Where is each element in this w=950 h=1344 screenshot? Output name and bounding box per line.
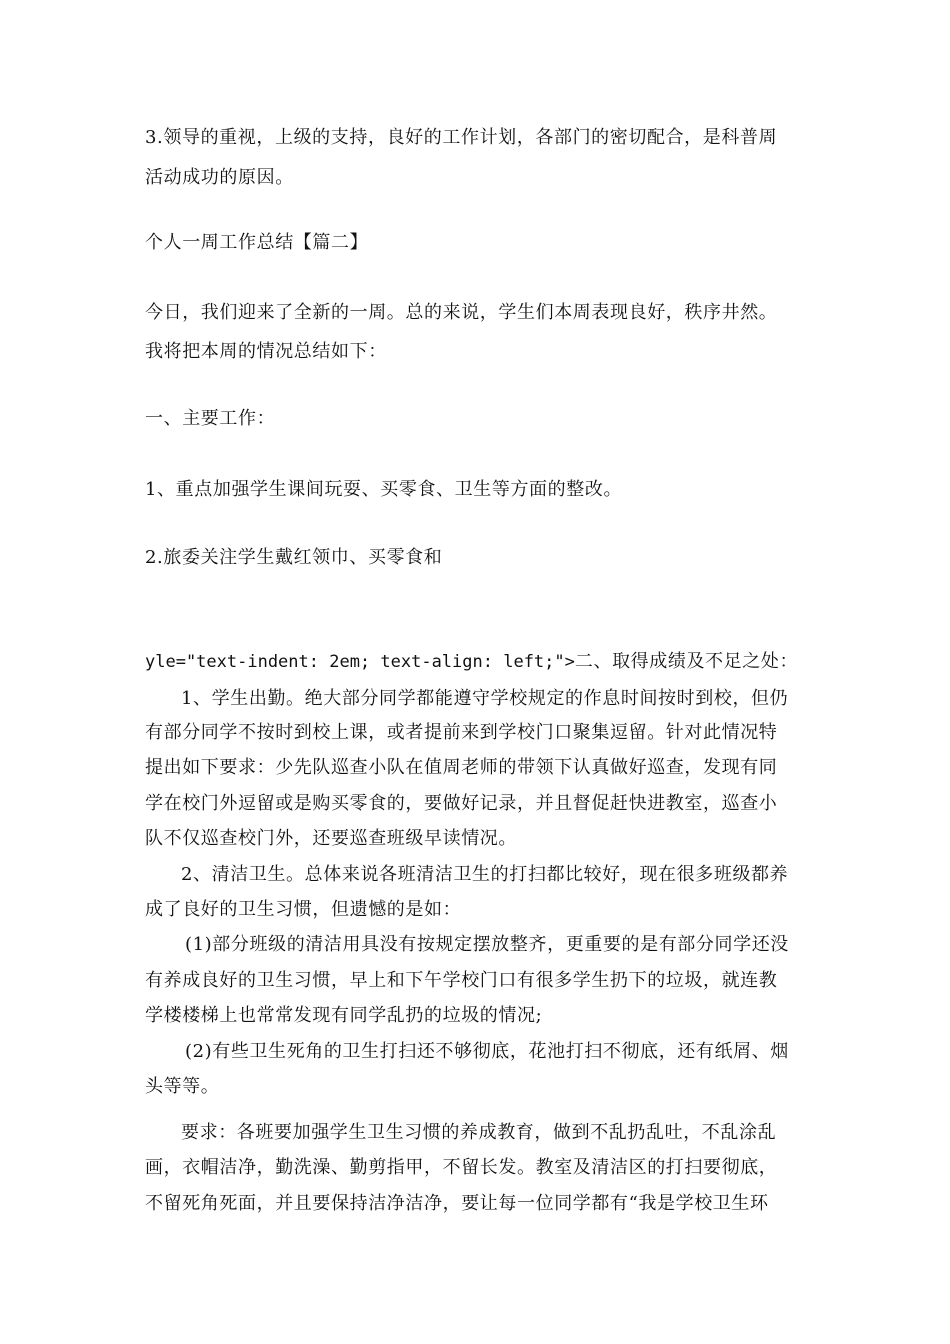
requirements-line: 画，衣帽洁净，勤洗澡、勤剪指甲，不留长发。教室及清洁区的打扫要彻底， bbox=[145, 1157, 778, 1178]
sub-item-2-line: (2)有些卫生死角的卫生打扫还不够彻底，花池打扫不彻底，还有纸屑、烟 bbox=[185, 1041, 789, 1062]
attendance-line: 学在校门外逗留或是购买零食的，要做好记录，并且督促赶快进教室，巡查小 bbox=[145, 793, 778, 814]
work-item-1: 1、重点加强学生课间玩耍、买零食、卫生等方面的整改。 bbox=[145, 479, 623, 500]
cleaning-line: 成了良好的卫生习惯，但遗憾的是如： bbox=[145, 899, 462, 920]
point3-line1: 3.领导的重视，上级的支持，良好的工作计划，各部门的密切配合，是科普周 bbox=[145, 127, 778, 148]
attendance-line: 有部分同学不按时到校上课，或者提前来到学校门口聚集逗留。针对此情况特 bbox=[145, 722, 778, 743]
sub-item-1-line: 学楼楼梯上也常常发现有同学乱扔的垃圾的情况; bbox=[145, 1005, 543, 1026]
sub-item-1-line: (1)部分班级的清洁用具没有按规定摆放整齐，更重要的是有部分同学还没 bbox=[185, 934, 789, 955]
cleaning-line: 2、清洁卫生。总体来说各班清洁卫生的打扫都比较好，现在很多班级都养 bbox=[181, 864, 789, 885]
sub-item-2-line: 头等等。 bbox=[145, 1076, 220, 1097]
sub-item-1-line: 有养成良好的卫生习惯，早上和下午学校门口有很多学生扔下的垃圾，就连教 bbox=[145, 970, 778, 991]
achievements-heading: 二、取得成绩及不足之处： bbox=[574, 651, 799, 672]
attendance-line: 1、学生出勤。绝大部分同学都能遵守学校规定的作息时间按时到校，但仍 bbox=[181, 688, 789, 709]
intro-line1: 今日，我们迎来了全新的一周。总的来说，学生们本周表现良好，秩序井然。 bbox=[145, 302, 778, 323]
point3-line2: 活动成功的原因。 bbox=[145, 167, 294, 188]
stray-markup-fragment: yle="text-indent: 2em; text-align: left;"> bbox=[145, 652, 575, 672]
intro-line2: 我将把本周的情况总结如下： bbox=[145, 341, 387, 362]
requirements-line: 不留死角死面，并且要保持洁净洁净，要让每一位同学都有“我是学校卫生环 bbox=[145, 1193, 769, 1214]
main-work-heading: 一、主要工作： bbox=[145, 408, 276, 429]
achievements-heading-line bbox=[145, 650, 798, 674]
section-title: 个人一周工作总结【篇二】 bbox=[145, 232, 369, 253]
requirements-line: 要求：各班要加强学生卫生习惯的养成教育，做到不乱扔乱吐，不乱涂乱 bbox=[181, 1122, 777, 1143]
attendance-line: 提出如下要求：少先队巡查小队在值周老师的带领下认真做好巡查，发现有同 bbox=[145, 757, 778, 778]
work-item-2: 2.旅委关注学生戴红领巾、买零食和 bbox=[145, 547, 443, 568]
attendance-line: 队不仅巡查校门外，还要巡查班级早读情况。 bbox=[145, 828, 517, 849]
